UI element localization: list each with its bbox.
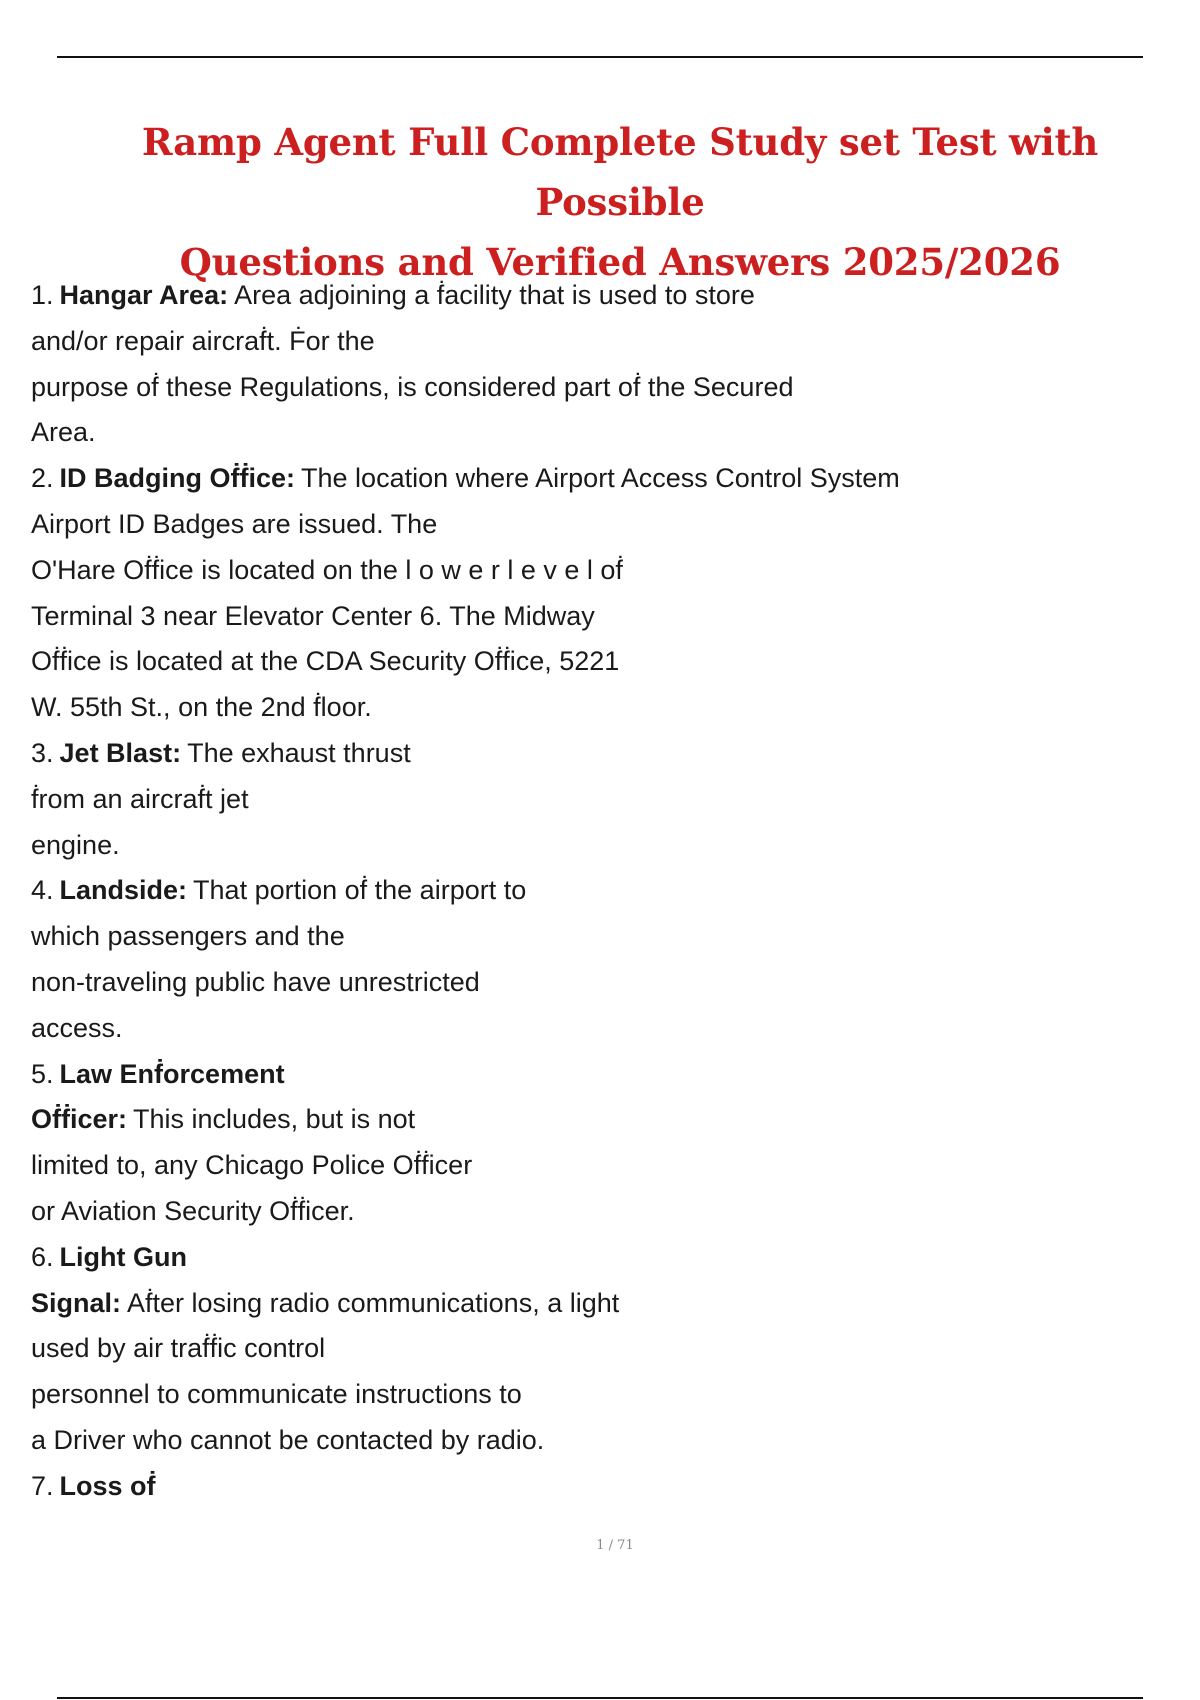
entry-definition: Aḟter losing radio communications, a light: [127, 1287, 620, 1318]
glossary-list: [31, 273, 1131, 1510]
entry-definition-line: ḟrom an aircraḟt jet: [31, 783, 249, 814]
entry-definition-line: Area.: [31, 417, 96, 448]
entry-number: 3.: [31, 737, 54, 768]
entry-definition-line: non-traveling public have unrestricted: [31, 966, 480, 997]
glossary-entry-line: [31, 1281, 1131, 1327]
glossary-entry-line: [31, 868, 1131, 914]
entry-term: Loss oḟ: [59, 1470, 156, 1501]
glossary-entry-line: [31, 731, 1131, 777]
entry-definition: Area adjoining a ḟacility that is used to store: [234, 280, 755, 310]
glossary-entry-line: [31, 1235, 1131, 1281]
entry-number: 7.: [31, 1470, 54, 1501]
entry-number: 4.: [31, 875, 54, 906]
title-line-2: Questions and Verified Answers 2025/2026: [179, 240, 1061, 284]
entry-definition-line: and/or repair aircraḟt. Ḟor the: [31, 325, 375, 356]
bottom-rule: [57, 1697, 1143, 1699]
entry-definition: That portion oḟ the airport to: [193, 875, 527, 906]
entry-term: Signal:: [31, 1287, 122, 1318]
entry-term: Law Enḟorcement: [59, 1058, 285, 1089]
entry-definition-line: or Aviation Security Oḟḟicer.: [31, 1195, 355, 1226]
entry-number: 1.: [31, 280, 54, 310]
entry-term: Landside:: [59, 875, 188, 906]
glossary-entry-line: [31, 1052, 1131, 1098]
title-line-1: Ramp Agent Full Complete Study set Test with Possible: [141, 120, 1099, 224]
entry-term: Oḟḟicer:: [31, 1104, 128, 1135]
page-number: 1 / 71: [596, 1538, 634, 1553]
entry-definition-line: which passengers and the: [31, 921, 345, 952]
entry-definition: The exhaust thrust: [187, 737, 411, 768]
entry-term: Light Gun: [59, 1241, 187, 1272]
glossary-entry-line: [31, 1097, 1131, 1143]
glossary-entry-line: [31, 273, 1131, 319]
entry-definition-line: Terminal 3 near Elevator Center 6. The Midway: [31, 600, 595, 631]
entry-definition: The location where Airport Access Control System: [301, 463, 900, 494]
entry-term: Hangar Area:: [59, 280, 229, 310]
entry-definition-line: Airport ID Badges are issued. The: [31, 508, 438, 539]
entry-definition-line: W. 55th St., on the 2nd ḟloor.: [31, 692, 372, 723]
entry-number: 6.: [31, 1241, 54, 1272]
entry-definition-line: limited to, any Chicago Police Oḟḟicer: [31, 1150, 473, 1181]
entry-number: 5.: [31, 1058, 54, 1089]
entry-definition-line: access.: [31, 1012, 123, 1043]
entry-definition-line: purpose oḟ these Regulations, is considered part oḟ the Secured: [31, 371, 794, 402]
document-title: [60, 112, 1180, 292]
entry-definition-line: Oḟḟice is located at the CDA Security Oḟḟice, 5221: [31, 646, 620, 677]
entry-definition-line: used by air traḟḟic control: [31, 1333, 326, 1364]
entry-term: ID Badging Oḟḟice:: [59, 463, 296, 494]
glossary-entry-line: [31, 456, 1131, 502]
entry-term: Jet Blast:: [59, 737, 182, 768]
entry-definition-line: personnel to communicate instructions to: [31, 1379, 522, 1410]
entry-definition-line: a Driver who cannot be contacted by radio.: [31, 1424, 545, 1455]
top-rule: [57, 56, 1143, 58]
entry-definition-line: engine.: [31, 829, 120, 860]
entry-number: 2.: [31, 463, 54, 494]
entry-definition-line: O'Hare Oḟḟice is located on the l o w e r l e v e l oḟ: [31, 554, 623, 585]
glossary-entry-line: [31, 1464, 1131, 1510]
entry-definition: This includes, but is not: [133, 1104, 416, 1135]
